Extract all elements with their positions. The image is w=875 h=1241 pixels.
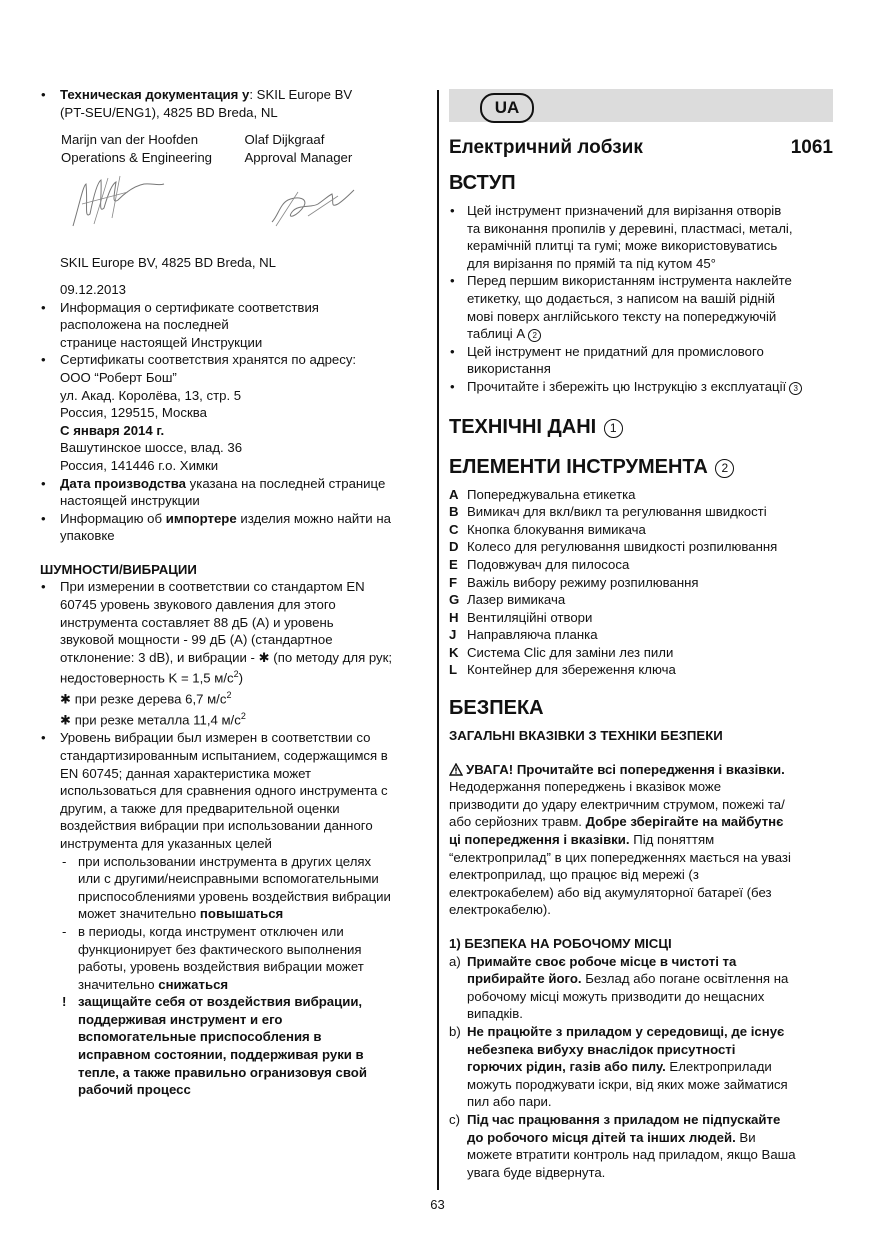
list-item: A Попереджувальна етикетка: [449, 486, 636, 502]
elements-heading: ЕЛЕМЕНТИ ІНСТРУМЕНТА 2: [449, 454, 833, 480]
list-item: C Кнопка блокування вимикача: [449, 521, 646, 537]
sig1-role: Operations & Engineering: [61, 149, 213, 165]
intro-bullet-4: • Прочитайте і збережіть цю Інструкцію з експлуатації 3: [449, 378, 833, 396]
page-number: 63: [430, 1197, 445, 1212]
right-column: [449, 89, 833, 1181]
column-divider: [437, 90, 439, 1190]
list-item: E Подовжувач для пилососа: [449, 556, 630, 572]
sig2-name: Olaf Dijkgraaf: [244, 132, 325, 148]
work-area-item-b: b) Не працюйте з приладом у середовищі, де існує небезпека вибуху внаслідок присутності горючих рідин, газів або пилу. Електроприлади можуть породжувати іскри, від яких може займатися пил або пари.: [449, 1023, 788, 1110]
noise-bullet: • При измерении в соответствии со стандартом EN 60745 уровень звукового давления для этого инструмента составляет 88 дБ (A) и уровень звуковой мощности - 99 дБ (A) (стандартное отклонение: 3 dB), и вибрации - ✱ (по методу для рук; недостоверность K = 1,5 $м/с^2$) ✱ при резке дерева 6,7 $м/с^2$ ✱ при резке металла 11,4 $м/с^2$: [40, 578, 428, 729]
vibration-protection-item: ! защищайте себя от воздействия вибрации, поддерживая инструмент и его вспомогательные приспособления в исправном состоянии, поддерживая руки в тепле, а также правильно огранизовуя свой рабочий процесс: [40, 993, 428, 1099]
intro-bullet-3: • Цей інструмент не придатний для промислового використання: [449, 343, 833, 378]
safety-heading: БЕЗПЕКА: [449, 697, 544, 720]
elements-list: [449, 486, 833, 680]
list-item: J Направляюча планка: [449, 627, 598, 643]
list-item: B Вимикач для вкл/викл та регулювання швидкості: [449, 504, 767, 520]
tech-doc-bullet: • Техническая документация у: SKIL Europe BV (PT-SEU/ENG1), 4825 BD Breda, NL: [40, 86, 428, 121]
sig2-role: Approval Manager: [244, 149, 353, 165]
warning-icon: [449, 763, 463, 776]
vibration-increase-item: - при использовании инструмента в других целях или с другими/неисправными вспомогательными приспособлениями уровень воздействия вибрации может значительно повышаться: [40, 853, 428, 923]
list-item: K Система Clic для заміни лез пили: [449, 644, 674, 660]
vibration-decrease-item: - в периоды, когда инструмент отключен или функционирует без фактического выполнения работы, уровень воздействия вибрации может значительно снижаться: [40, 923, 428, 993]
list-item: F Важіль вибору режиму розпилювання: [449, 574, 699, 590]
list-item: L Контейнер для збереження ключа: [449, 662, 676, 678]
signatures: [40, 166, 428, 254]
product-name: Електричний лобзик: [449, 137, 643, 158]
figure-ref-2: 2: [528, 329, 541, 342]
list-item: G Лазер вимикача: [449, 592, 566, 608]
vibration-bullet: • Уровень вибрации был измерен в соответствии со стандартизированным испытанием, содержащимся в EN 60745; данная характеристика может использоваться для сравнения одного инструмента с другим, а также для предварительной оценки воздействия вибрации при использовании данного инструмента для указанных целей: [40, 729, 428, 852]
cert-info-bullet: • Информация о сертификате соответствия расположена на последней странице настоящей Инструкции: [40, 299, 428, 352]
importer-bullet: • Информацию об импортере изделия можно найти на упаковке: [40, 510, 428, 545]
figure-ref-1: 1: [604, 419, 623, 438]
noise-heading: ШУМНОСТИ/ВИБРАЦИИ: [40, 561, 197, 577]
signatories: [40, 131, 428, 166]
work-area-heading: 1) БЕЗПЕКА НА РОБОЧОМУ МІСЦІ: [449, 936, 672, 951]
production-date-bullet: • Дата производства указана на последней странице настоящей инструкции: [40, 475, 428, 510]
work-area-item-c: c) Під час працювання з приладом не підпускайте до робочого місця дітей та інших людей. Ви можете втратити контроль над приладом, якщо Ваша увага буде відвернута.: [449, 1111, 796, 1180]
signature-1: [68, 174, 168, 232]
product-title: [449, 136, 833, 160]
work-area-item-a: a) Примайте своє робоче місце в чистоті та прибирайте його. Безлад або погане освітлення на робочому місці можуть призводити до нещасних випадків.: [449, 953, 789, 1022]
signature-2: [268, 186, 358, 231]
model-number: 1061: [790, 137, 833, 158]
company-address: SKIL Europe BV, 4825 BD Breda, NL: [60, 255, 277, 271]
declaration-date: 09.12.2013: [60, 281, 127, 297]
general-safety-heading: ЗАГАЛЬНІ ВКАЗІВКИ З ТЕХНІКИ БЕЗПЕКИ: [449, 728, 723, 744]
language-bar: [449, 89, 833, 122]
intro-bullet-2: • Перед першим використанням інструмента наклейте етикетку, що додається, з написом на вашій рідній мові поверх англійського тексту на попереджуючій таблиці A 2: [449, 272, 833, 342]
intro-bullet-1: • Цей інструмент призначений для вирізання отворів та виконання пропилів у деревині, пластмасі, металі, керамічній плитці та гумі; може використовуватись для вирізання по прямій та під кутом 45°: [449, 202, 833, 272]
cert-storage-bullet: • Сертификаты соответствия хранятся по адресу: ООО “Роберт Бош” ул. Акад. Королёва, 13, стр. 5 Россия, 129515, Москва С января 2014 г. Вашутинское шоссе, влад. 36 Россия, 141446 г.о. Химки: [40, 351, 428, 474]
list-item: D Колесо для регулювання швидкості розпилювання: [449, 539, 778, 555]
left-column: [40, 86, 428, 1099]
general-warning: УВАГА! Прочитайте всі попередження і вказівки. Недодержання попереджень і вказівок може призводити до удару електричним струмом, пожежі та/ або серйозних травм. Добре зберігайте на майбутнє ці попередження і вказівки. Під поняттям “електроприлад” в цих попередженнях мається на увазі електроприлад, що працює від мережі (з електрокабелем) або від акумуляторної батареї (без електрокабелю).: [449, 761, 791, 918]
list-item: H Вентиляційні отвори: [449, 609, 593, 625]
figure-ref-3: 3: [789, 382, 802, 395]
tech-data-heading: ТЕХНІЧНІ ДАНІ 1: [449, 414, 833, 440]
language-code: UA: [480, 93, 534, 123]
figure-ref-2: 2: [715, 459, 734, 478]
intro-heading: ВСТУП: [449, 172, 516, 194]
sig1-name: Marijn van der Hoofden: [61, 132, 199, 148]
